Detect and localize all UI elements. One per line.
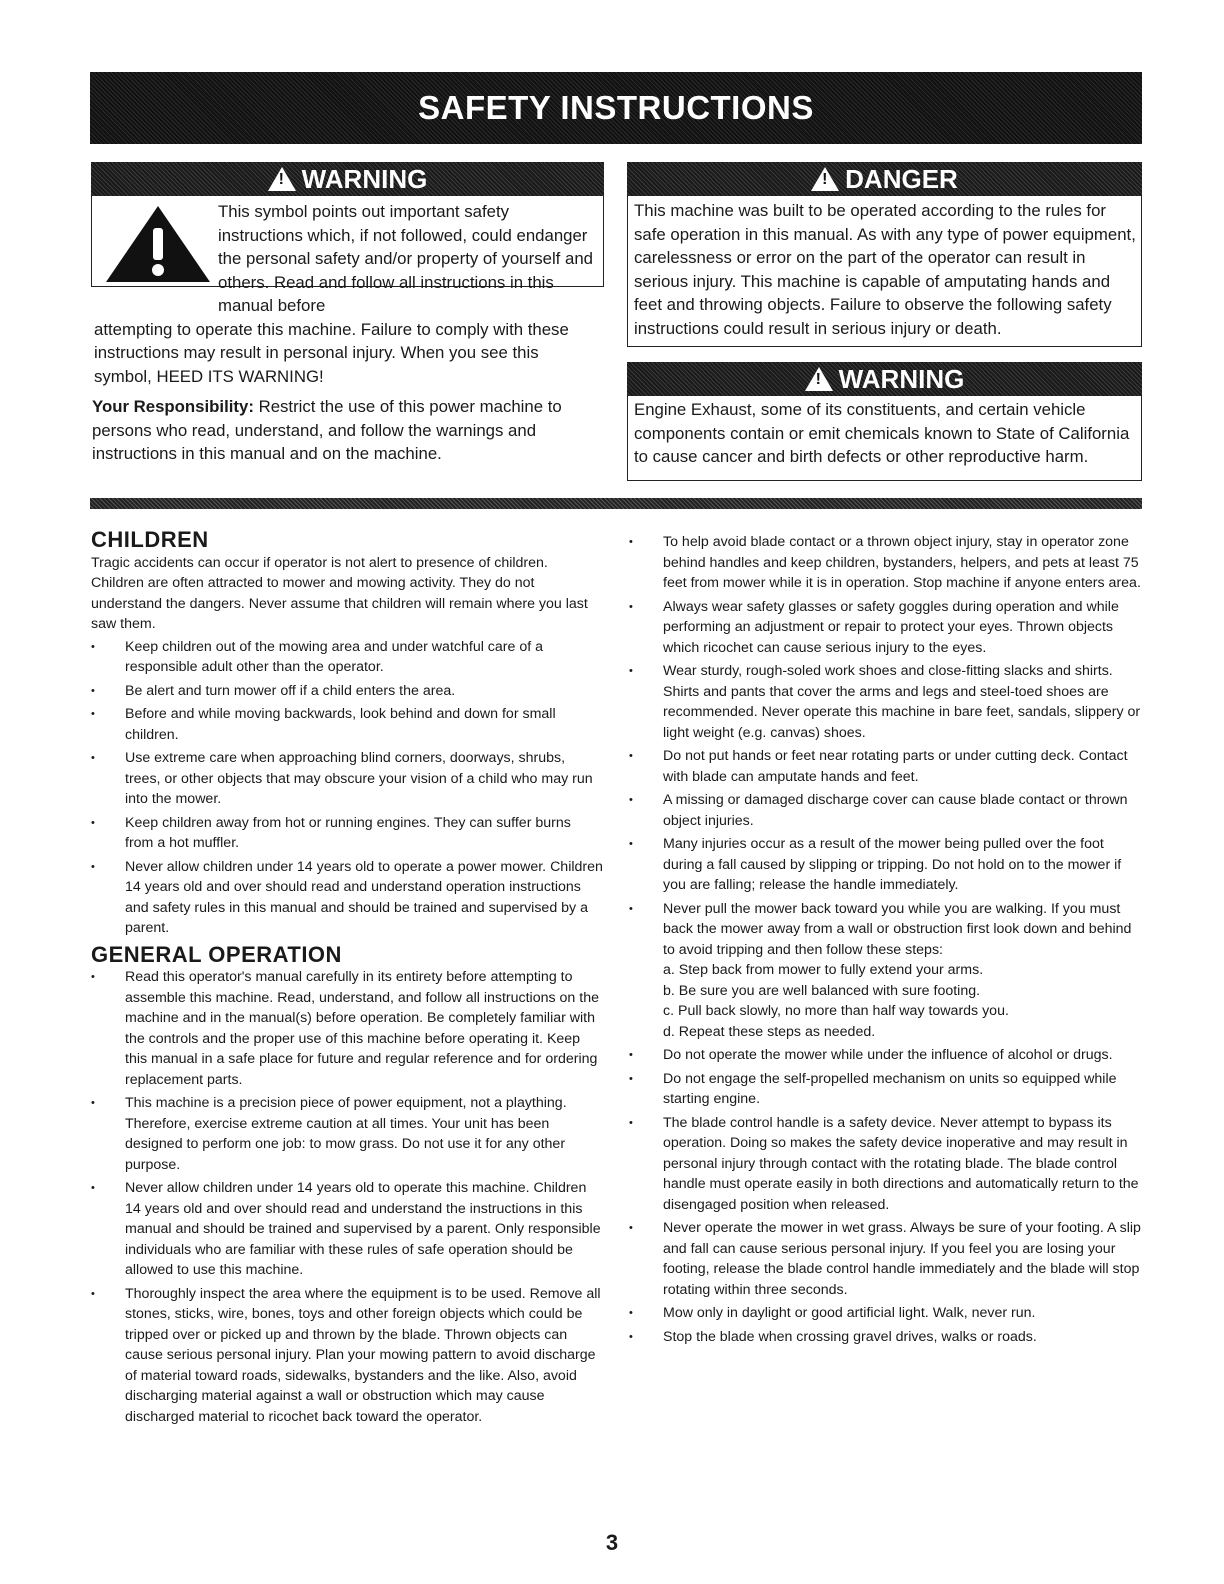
- list-item: • Use extreme care when approaching blind corners, doorways, shrubs, trees, or other objects that may obscure your vision of a child who may run into the mower.: [91, 748, 603, 810]
- step-item: c. Pull back slowly, no more than half way towards you.: [663, 1003, 1009, 1019]
- list-item: • Do not operate the mower while under the influence of alcohol or drugs.: [629, 1045, 1141, 1066]
- warning-text: This symbol points out important safety instructions which, if not followed, could endanger the personal safety and/or property of yourself and others. Read and follow all instructions in this manual before: [218, 202, 594, 315]
- warning-triangle-icon: !: [268, 167, 296, 191]
- list-item: • A missing or damaged discharge cover can cause blade contact or thrown object injuries.: [629, 790, 1141, 831]
- right-list: [629, 532, 1141, 1347]
- warning-symbol-icon: [102, 202, 214, 286]
- list-item: • Keep children out of the mowing area and under watchful care of a responsible adult other than the operator.: [91, 637, 603, 678]
- step-item: d. Repeat these steps as needed.: [663, 1023, 876, 1040]
- danger-header-text: DANGER: [845, 163, 958, 194]
- list-item: • Stop the blade when crossing gravel drives, walks or roads.: [629, 1327, 1141, 1348]
- list-item: • Never allow children under 14 years old to operate this machine. Children 14 years old and over should read and understand the instructions in this manual and should be trained and supervised by a parent. Only responsible individuals who are familiar with these rules of safe operation should be allowed to use this machine.: [91, 1178, 603, 1281]
- list-item: • Never allow children under 14 years old to operate a power mower. Children 14 years old and over should read and understand operation instructions and safety rules in this manual and should be trained and supervised by a parent.: [91, 857, 603, 939]
- pull-back-text: • Never pull the mower back toward you while you are walking. If you must back the mower away from a wall or obstruction first look down and behind to avoid tripping and then follow these steps:: [663, 900, 1132, 958]
- page-title: SAFETY INSTRUCTIONS: [418, 89, 814, 126]
- list-item: • Do not put hands or feet near rotating parts or under cutting deck. Contact with blade can amputate hands and feet.: [629, 746, 1141, 787]
- list-item: • Always wear safety glasses or safety goggles during operation and while performing an adjustment or repair to protect your eyes. Thrown objects which ricochet can cause serious injury to the eyes.: [629, 597, 1141, 659]
- list-item: • Do not engage the self-propelled mechanism on units so equipped while starting engine.: [629, 1069, 1141, 1110]
- list-item: • Keep children away from hot or running engines. They can suffer burns from a hot muffler.: [91, 813, 603, 854]
- warning-header: [91, 162, 604, 196]
- list-item: [629, 899, 1141, 1043]
- general-list: [91, 967, 603, 1427]
- danger-header: [627, 162, 1142, 196]
- left-column: [91, 527, 603, 1430]
- list-item: • Be alert and turn mower off if a child enters the area.: [91, 681, 603, 702]
- step-item: b. Be sure you are well balanced with sure footing.: [663, 982, 981, 999]
- list-item: • Many injuries occur as a result of the mower being pulled over the foot during a fall caused by slipping or tripping. Do not hold on to the mower if you are falling; release the handle immediately.: [629, 834, 1141, 896]
- list-item: • Wear sturdy, rough-soled work shoes and close-fitting slacks and shirts. Shirts and pants that cover the arms and legs and steel-toed shoes are recommended. Never operate this machine in bare feet, sandals, slippery or light weight (e.g. canvas) shoes.: [629, 661, 1141, 743]
- step-item: a. Step back from mower to fully extend your arms.: [663, 962, 984, 978]
- general-operation-heading: GENERAL OPERATION: [91, 941, 342, 967]
- warning2-header: [627, 362, 1142, 396]
- warning-text-cont: attempting to operate this machine. Failure to comply with these instructions may result in personal injury. When you see this symbol, HEED ITS WARNING!: [94, 319, 569, 386]
- children-list: [91, 637, 603, 939]
- danger-triangle-icon: !: [811, 167, 839, 191]
- list-item: • Thoroughly inspect the area where the equipment is to be used. Remove all stones, sticks, wire, bones, toys and other foreign objects which could be tripped over or picked up and thrown by the blade. Thrown objects can cause serious personal injury. Plan your mowing pattern to avoid discharge of material toward roads, sidewalks, bystanders and the like. Also, avoid discharging material against a wall or obstruction which may cause discharged material to ricochet back toward the operator.: [91, 1284, 603, 1428]
- responsibility-text: Restrict the use of this power machine to persons who read, understand, and follow the warnings and instructions in this manual and on the machine.: [92, 397, 562, 463]
- children-intro: Tragic accidents can occur if operator is not alert to presence of children. Children are often attracted to mower and mowing activity. They do not understand the dangers. Never assume that children will remain where you last saw them.: [91, 554, 588, 632]
- responsibility-paragraph: [92, 395, 602, 466]
- list-item: • Mow only in daylight or good artificial light. Walk, never run.: [629, 1303, 1141, 1324]
- page-banner: [90, 72, 1142, 144]
- list-item: • Before and while moving backwards, look behind and down for small children.: [91, 704, 603, 745]
- section-divider: [90, 498, 1142, 509]
- warning2-text: Engine Exhaust, some of its constituents, and certain vehicle components contain or emit chemicals known to State of California to cause cancer and birth defects or other reproductive harm.: [634, 400, 1130, 466]
- list-item: • Read this operator's manual carefully in its entirety before attempting to assemble this machine. Read, understand, and follow all instructions on the machine and in the manual(s) before operation. Be completely familiar with the controls and the proper use of this machine before operating it. Keep this manual in a safe place for future and regular reference and for ordering replacement parts.: [91, 967, 603, 1090]
- warning2-triangle-icon: !: [805, 367, 833, 391]
- page-number: 3: [605, 1530, 619, 1555]
- danger-text: This machine was built to be operated according to the rules for safe operation in this manual. As with any type of power equipment, carelessness or error on the part of the operator can result in serious injury. This machine is capable of amputating hands and feet and throwing objects. Failure to observe the following safety instructions could result in serious injury or death.: [634, 201, 1136, 338]
- children-heading: CHILDREN: [91, 527, 209, 552]
- list-item: • To help avoid blade contact or a thrown object injury, stay in operator zone behind handles and keep children, bystanders, helpers, and pets at least 75 feet from mower while it is in operation. Stop machine if anyone enters area.: [629, 532, 1141, 594]
- responsibility-label: Your Responsibility:: [92, 397, 254, 416]
- list-item: • The blade control handle is a safety device. Never attempt to bypass its operation. Doing so makes the safety device inoperative and may result in personal injury through contact with the rotating blade. The blade control handle must operate easily in both directions and automatically return to the disengaged position when released.: [629, 1113, 1141, 1216]
- list-item: • This machine is a precision piece of power equipment, not a plaything. Therefore, exercise extreme caution at all times. Your unit has been designed to perform one job: to mow grass. Do not use it for any other purpose.: [91, 1093, 603, 1175]
- warning-box-body: [94, 200, 598, 388]
- warning2-header-text: WARNING: [838, 363, 965, 394]
- warning-header-text: WARNING: [301, 163, 428, 194]
- right-column: [629, 532, 1141, 1350]
- list-item: • Never operate the mower in wet grass. Always be sure of your footing. A slip and fall can cause serious personal injury. If you feel you are losing your footing, release the blade control handle immediately and the blade will stop rotating within three seconds.: [629, 1218, 1141, 1300]
